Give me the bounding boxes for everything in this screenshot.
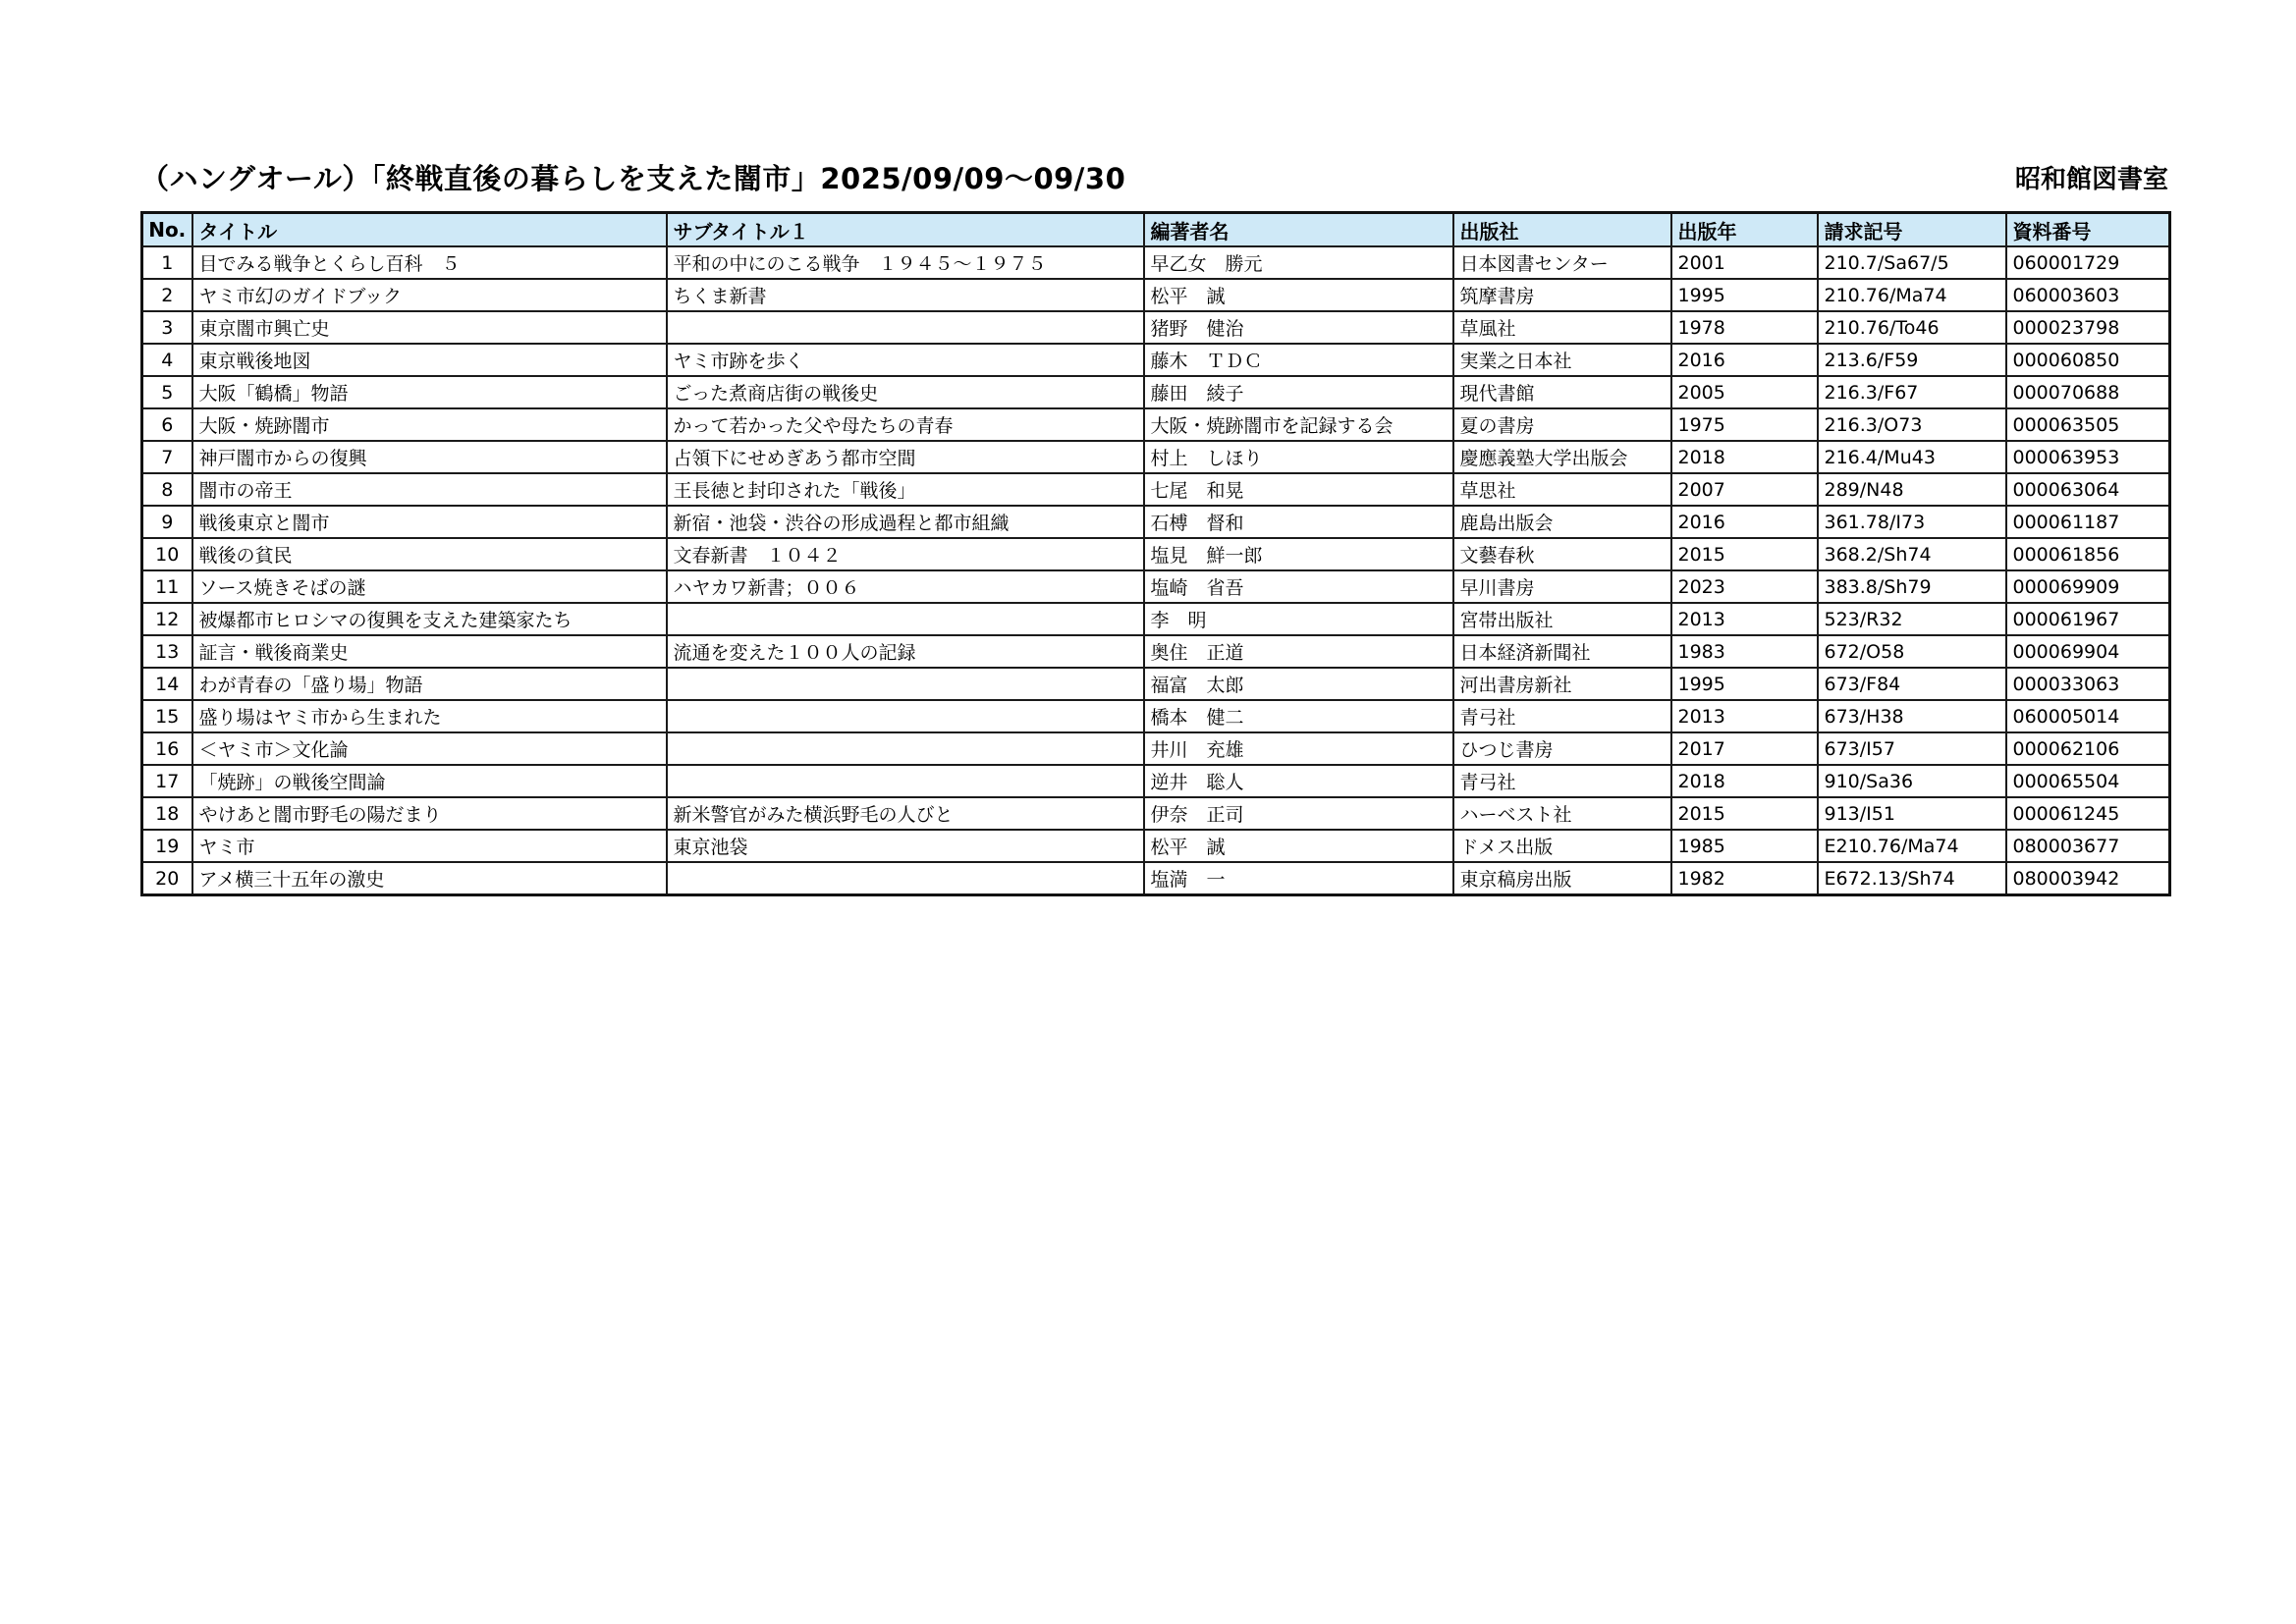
cell-subtitle: 占領下にせめぎあう都市空間 [667, 441, 1144, 473]
cell-call-number: 913/I51 [1818, 797, 2006, 830]
header-row [142, 213, 2170, 247]
table-row [142, 506, 2170, 538]
table-row [142, 797, 2170, 830]
cell-author: 藤田 綾子 [1144, 376, 1453, 408]
cell-author: 村上 しほり [1144, 441, 1453, 473]
cell-year: 2017 [1671, 732, 1818, 765]
cell-year: 2016 [1671, 506, 1818, 538]
column-header-author: 編著者名 [1144, 213, 1453, 247]
cell-item-id: 000023798 [2006, 311, 2170, 344]
cell-title: 戦後の貧民 [192, 538, 667, 570]
cell-publisher: ひつじ書房 [1453, 732, 1671, 765]
cell-author: 井川 充雄 [1144, 732, 1453, 765]
cell-publisher: 筑摩書房 [1453, 279, 1671, 311]
table-row [142, 635, 2170, 668]
cell-publisher: ハーベスト社 [1453, 797, 1671, 830]
cell-call-number: 673/F84 [1818, 668, 2006, 700]
cell-publisher: ドメス出版 [1453, 830, 1671, 862]
cell-call-number: 216.3/O73 [1818, 408, 2006, 441]
cell-item-id: 000063953 [2006, 441, 2170, 473]
cell-title: ＜ヤミ市＞文化論 [192, 732, 667, 765]
cell-call-number: 673/H38 [1818, 700, 2006, 732]
cell-no: 9 [142, 506, 192, 538]
cell-publisher: 日本図書センター [1453, 246, 1671, 279]
cell-item-id: 000063064 [2006, 473, 2170, 506]
table-body [142, 246, 2170, 895]
table-row [142, 473, 2170, 506]
cell-item-id: 000061187 [2006, 506, 2170, 538]
cell-no: 8 [142, 473, 192, 506]
cell-call-number: 673/I57 [1818, 732, 2006, 765]
table-row [142, 765, 2170, 797]
cell-call-number: 289/N48 [1818, 473, 2006, 506]
cell-call-number: 213.6/F59 [1818, 344, 2006, 376]
cell-title: 闇市の帝王 [192, 473, 667, 506]
cell-year: 1978 [1671, 311, 1818, 344]
table-row [142, 311, 2170, 344]
cell-year: 1985 [1671, 830, 1818, 862]
cell-publisher: 現代書館 [1453, 376, 1671, 408]
cell-item-id: 080003942 [2006, 862, 2170, 895]
book-list-table [140, 211, 2171, 896]
document-header [140, 157, 2168, 202]
table-row [142, 570, 2170, 603]
cell-title: 証言・戦後商業史 [192, 635, 667, 668]
cell-publisher: 夏の書房 [1453, 408, 1671, 441]
cell-publisher: 慶應義塾大学出版会 [1453, 441, 1671, 473]
cell-subtitle: 新米警官がみた横浜野毛の人びと [667, 797, 1144, 830]
cell-publisher: 東京稿房出版 [1453, 862, 1671, 895]
cell-no: 2 [142, 279, 192, 311]
cell-year: 2018 [1671, 441, 1818, 473]
cell-no: 16 [142, 732, 192, 765]
cell-subtitle: 文春新書 １０４２ [667, 538, 1144, 570]
cell-item-id: 000061245 [2006, 797, 2170, 830]
cell-no: 4 [142, 344, 192, 376]
cell-item-id: 000062106 [2006, 732, 2170, 765]
cell-publisher: 草思社 [1453, 473, 1671, 506]
cell-year: 2023 [1671, 570, 1818, 603]
cell-author: 塩見 鮮一郎 [1144, 538, 1453, 570]
cell-call-number: 523/R32 [1818, 603, 2006, 635]
cell-year: 2013 [1671, 603, 1818, 635]
cell-publisher: 青弓社 [1453, 765, 1671, 797]
cell-subtitle: 王長徳と封印された「戦後」 [667, 473, 1144, 506]
cell-publisher: 鹿島出版会 [1453, 506, 1671, 538]
cell-year: 2015 [1671, 797, 1818, 830]
cell-call-number: 210.76/To46 [1818, 311, 2006, 344]
cell-title: 目でみる戦争とくらし百科 ５ [192, 246, 667, 279]
cell-title: 「焼跡」の戦後空間論 [192, 765, 667, 797]
cell-author: 奥住 正道 [1144, 635, 1453, 668]
cell-author: 塩満 一 [1144, 862, 1453, 895]
cell-call-number: 672/O58 [1818, 635, 2006, 668]
cell-title: 戦後東京と闇市 [192, 506, 667, 538]
cell-call-number: 368.2/Sh74 [1818, 538, 2006, 570]
table-row [142, 732, 2170, 765]
cell-title: ヤミ市 [192, 830, 667, 862]
cell-year: 2013 [1671, 700, 1818, 732]
cell-no: 11 [142, 570, 192, 603]
cell-author: 橋本 健二 [1144, 700, 1453, 732]
cell-no: 18 [142, 797, 192, 830]
cell-subtitle [667, 668, 1144, 700]
cell-publisher: 日本経済新聞社 [1453, 635, 1671, 668]
page-title: （ハングオール）「終戦直後の暮らしを支えた闇市」2025/09/09～09/30 [140, 162, 1126, 195]
cell-subtitle: 流通を変えた１００人の記録 [667, 635, 1144, 668]
cell-no: 1 [142, 246, 192, 279]
cell-year: 2015 [1671, 538, 1818, 570]
table-row [142, 603, 2170, 635]
cell-year: 2001 [1671, 246, 1818, 279]
cell-subtitle [667, 603, 1144, 635]
table-row [142, 246, 2170, 279]
cell-title: 東京戦後地図 [192, 344, 667, 376]
cell-title: 東京闇市興亡史 [192, 311, 667, 344]
cell-year: 1995 [1671, 668, 1818, 700]
cell-no: 17 [142, 765, 192, 797]
cell-year: 2016 [1671, 344, 1818, 376]
cell-item-id: 000061856 [2006, 538, 2170, 570]
cell-title: 大阪・焼跡闇市 [192, 408, 667, 441]
cell-call-number: 216.4/Mu43 [1818, 441, 2006, 473]
cell-subtitle: ちくま新書 [667, 279, 1144, 311]
cell-no: 10 [142, 538, 192, 570]
table-row [142, 538, 2170, 570]
cell-item-id: 060003603 [2006, 279, 2170, 311]
cell-year: 2018 [1671, 765, 1818, 797]
cell-subtitle: ごった煮商店街の戦後史 [667, 376, 1144, 408]
cell-publisher: 河出書房新社 [1453, 668, 1671, 700]
cell-publisher: 草風社 [1453, 311, 1671, 344]
cell-publisher: 文藝春秋 [1453, 538, 1671, 570]
table-row [142, 279, 2170, 311]
cell-item-id: 000061967 [2006, 603, 2170, 635]
cell-author: 猪野 健治 [1144, 311, 1453, 344]
library-name: 昭和館図書室 [2014, 165, 2168, 194]
cell-item-id: 000069909 [2006, 570, 2170, 603]
cell-author: 松平 誠 [1144, 279, 1453, 311]
cell-year: 1975 [1671, 408, 1818, 441]
cell-author: 松平 誠 [1144, 830, 1453, 862]
cell-year: 1995 [1671, 279, 1818, 311]
cell-author: 早乙女 勝元 [1144, 246, 1453, 279]
cell-no: 15 [142, 700, 192, 732]
cell-author: 藤木 ＴＤＣ [1144, 344, 1453, 376]
table-header [142, 213, 2170, 247]
cell-year: 2005 [1671, 376, 1818, 408]
cell-year: 1982 [1671, 862, 1818, 895]
table-row [142, 376, 2170, 408]
cell-item-id: 000063505 [2006, 408, 2170, 441]
cell-call-number: 210.76/Ma74 [1818, 279, 2006, 311]
table-row [142, 862, 2170, 895]
cell-title: 神戸闇市からの復興 [192, 441, 667, 473]
cell-subtitle [667, 311, 1144, 344]
column-header-call-number: 請求記号 [1818, 213, 2006, 247]
cell-subtitle: 平和の中にのこる戦争 １９４５～１９７５ [667, 246, 1144, 279]
cell-no: 19 [142, 830, 192, 862]
cell-subtitle: ハヤカワ新書；００６ [667, 570, 1144, 603]
table-row [142, 700, 2170, 732]
table-row [142, 830, 2170, 862]
cell-subtitle: ヤミ市跡を歩く [667, 344, 1144, 376]
cell-subtitle [667, 765, 1144, 797]
cell-title: 盛り場はヤミ市から生まれた [192, 700, 667, 732]
cell-title: 大阪「鶴橋」物語 [192, 376, 667, 408]
cell-no: 5 [142, 376, 192, 408]
cell-no: 3 [142, 311, 192, 344]
cell-publisher: 宮帯出版社 [1453, 603, 1671, 635]
cell-call-number: 361.78/I73 [1818, 506, 2006, 538]
cell-author: 伊奈 正司 [1144, 797, 1453, 830]
column-header-year: 出版年 [1671, 213, 1818, 247]
cell-no: 13 [142, 635, 192, 668]
column-header-title: タイトル [192, 213, 667, 247]
cell-author: 七尾 和晃 [1144, 473, 1453, 506]
cell-no: 20 [142, 862, 192, 895]
cell-author: 福富 太郎 [1144, 668, 1453, 700]
cell-item-id: 000060850 [2006, 344, 2170, 376]
column-header-publisher: 出版社 [1453, 213, 1671, 247]
cell-no: 7 [142, 441, 192, 473]
table-row [142, 668, 2170, 700]
cell-title: アメ横三十五年の激史 [192, 862, 667, 895]
cell-subtitle: かって若かった父や母たちの青春 [667, 408, 1144, 441]
cell-author: 逆井 聡人 [1144, 765, 1453, 797]
cell-no: 14 [142, 668, 192, 700]
table-row [142, 441, 2170, 473]
cell-title: わが青春の「盛り場」物語 [192, 668, 667, 700]
cell-no: 6 [142, 408, 192, 441]
cell-item-id: 060001729 [2006, 246, 2170, 279]
cell-year: 2007 [1671, 473, 1818, 506]
cell-title: ヤミ市幻のガイドブック [192, 279, 667, 311]
table-row [142, 408, 2170, 441]
cell-call-number: E210.76/Ma74 [1818, 830, 2006, 862]
cell-subtitle [667, 862, 1144, 895]
cell-subtitle: 東京池袋 [667, 830, 1144, 862]
cell-title: やけあと闇市野毛の陽だまり [192, 797, 667, 830]
cell-year: 1983 [1671, 635, 1818, 668]
cell-author: 李 明 [1144, 603, 1453, 635]
cell-author: 塩崎 省吾 [1144, 570, 1453, 603]
cell-subtitle [667, 700, 1144, 732]
cell-publisher: 実業之日本社 [1453, 344, 1671, 376]
cell-subtitle [667, 732, 1144, 765]
cell-item-id: 060005014 [2006, 700, 2170, 732]
cell-item-id: 000070688 [2006, 376, 2170, 408]
cell-title: ソース焼きそばの謎 [192, 570, 667, 603]
cell-item-id: 080003677 [2006, 830, 2170, 862]
column-header-item-id: 資料番号 [2006, 213, 2170, 247]
column-header-subtitle: サブタイトル１ [667, 213, 1144, 247]
cell-no: 12 [142, 603, 192, 635]
cell-call-number: 210.7/Sa67/5 [1818, 246, 2006, 279]
cell-call-number: 216.3/F67 [1818, 376, 2006, 408]
column-header-no: No. [142, 213, 192, 247]
cell-item-id: 000069904 [2006, 635, 2170, 668]
cell-call-number: 910/Sa36 [1818, 765, 2006, 797]
cell-author: 石榑 督和 [1144, 506, 1453, 538]
cell-call-number: 383.8/Sh79 [1818, 570, 2006, 603]
cell-call-number: E672.13/Sh74 [1818, 862, 2006, 895]
cell-author: 大阪・焼跡闇市を記録する会 [1144, 408, 1453, 441]
cell-item-id: 000065504 [2006, 765, 2170, 797]
cell-title: 被爆都市ヒロシマの復興を支えた建築家たち [192, 603, 667, 635]
cell-publisher: 早川書房 [1453, 570, 1671, 603]
cell-subtitle: 新宿・池袋・渋谷の形成過程と都市組織 [667, 506, 1144, 538]
cell-publisher: 青弓社 [1453, 700, 1671, 732]
cell-item-id: 000033063 [2006, 668, 2170, 700]
table-row [142, 344, 2170, 376]
